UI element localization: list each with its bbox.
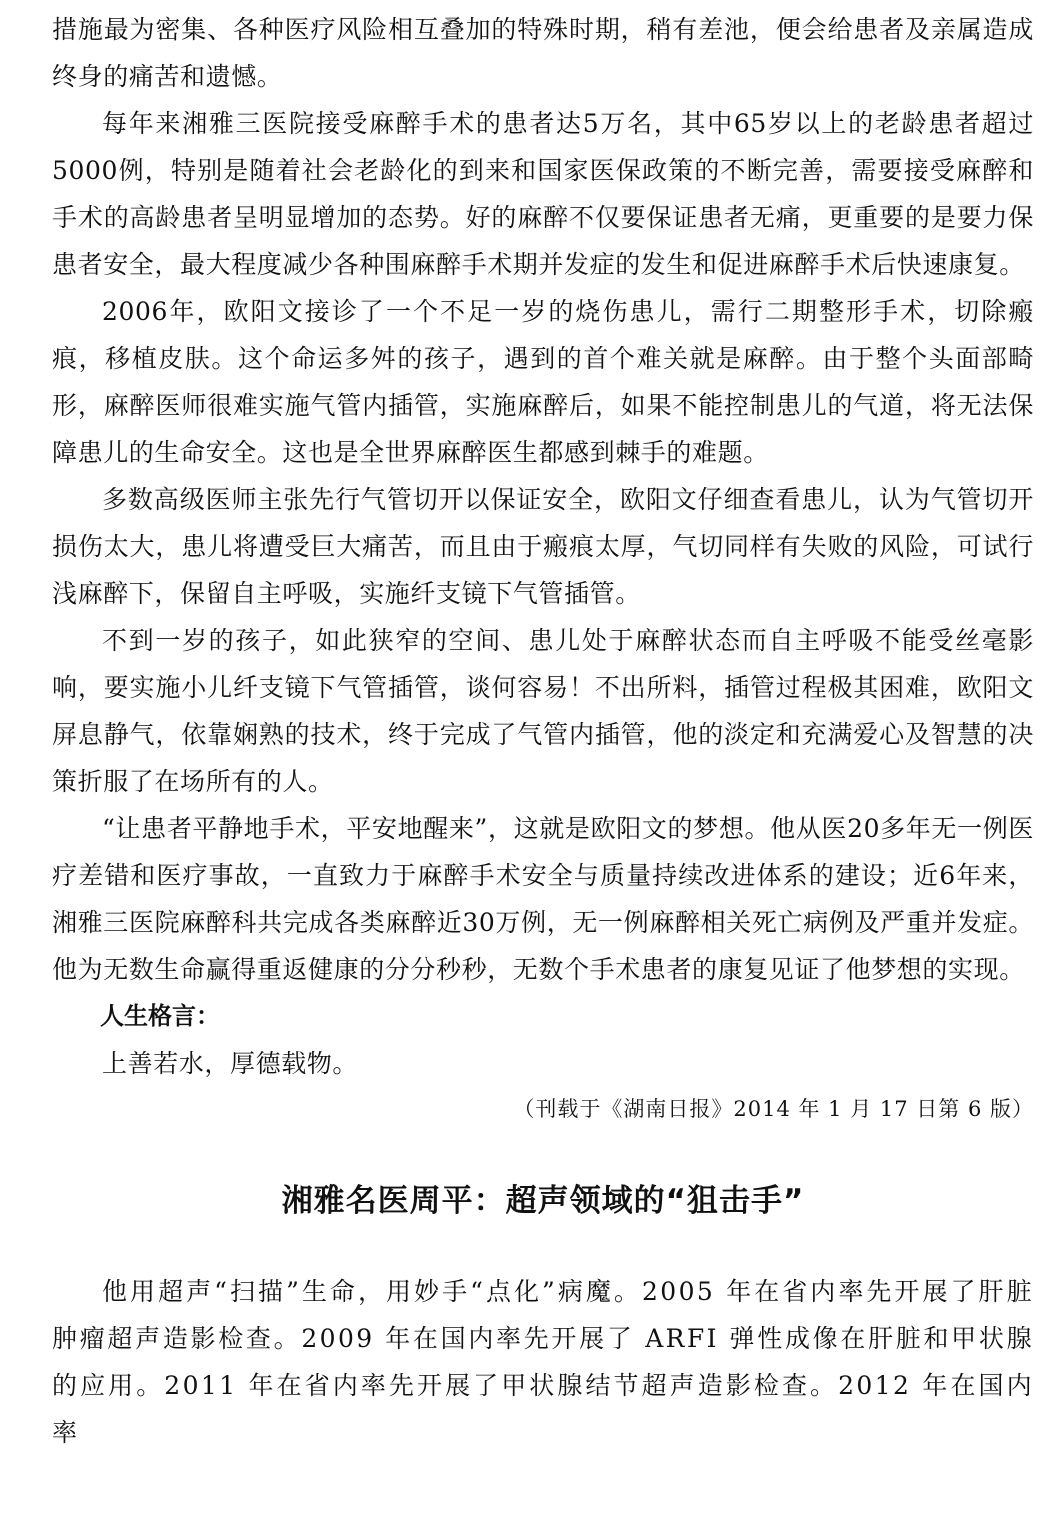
- body-paragraph: 不到一岁的孩子，如此狭窄的空间、患儿处于麻醉状态而自主呼吸不能受丝毫影响，要实施小儿纤支镜下气管插管，谈何容易！不出所料，插管过程极其困难，欧阳文屏息静气，依靠娴熟的技术，终于完成了气管内插管，他的淡定和充满爱心及智慧的决策折服了在场所有的人。: [52, 626, 1034, 796]
- publication-source: （刊载于《湖南日报》2014 年 1 月 17 日第 6 版）: [513, 1097, 1034, 1121]
- body-paragraph: 每年来湘雅三医院接受麻醉手术的患者达5万名，其中65岁以上的老龄患者超过5000例，特别是随着社会老龄化的到来和国家医保政策的不断完善，需要接受麻醉和手术的高龄患者呈明显增加的态势。好的麻醉不仅要保证患者无痛，更重要的是要力保患者安全，最大程度减少各种围麻醉手术期并发症的发生和促进麻醉手术后快速康复。: [52, 109, 1034, 279]
- motto-label: 人生格言：: [100, 1002, 220, 1030]
- article-title: 湘雅名医周平：超声领域的“狙击手”: [281, 1183, 805, 1219]
- document-page: [52, 0, 1034, 1456]
- body-paragraph: 多数高级医师主张先行气管切开以保证安全，欧阳文仔细查看患儿，认为气管切开损伤太大，患儿将遭受巨大痛苦，而且由于瘢痕太厚，气切同样有失败的风险，可试行浅麻醉下，保留自主呼吸，实施纤支镜下气管插管。: [52, 485, 1034, 608]
- body-paragraph: 他用超声“扫描”生命，用妙手“点化”病魔。2005 年在省内率先开展了肝脏肿瘤超声造影检查。2009 年在国内率先开展了 ARFI 弹性成像在肝脏和甲状腺的应用。2011 年在省内率先开展了甲状腺结节超声造影检查。2012 年在国内率: [52, 1277, 1034, 1447]
- body-paragraph: 措施最为密集、各种医疗风险相互叠加的特殊时期，稍有差池，便会给患者及亲属造成终身的痛苦和遗憾。: [52, 15, 1034, 91]
- motto-text: 上善若水，厚德载物。: [102, 1049, 359, 1078]
- body-paragraph: 2006年，欧阳文接诊了一个不足一岁的烧伤患儿，需行二期整形手术，切除瘢痕，移植皮肤。这个命运多舛的孩子，遇到的首个难关就是麻醉。由于整个头面部畸形，麻醉医师很难实施气管内插管，实施麻醉后，如果不能控制患儿的气道，将无法保障患儿的生命安全。这也是全世界麻醉医生都感到棘手的难题。: [52, 297, 1034, 467]
- body-paragraph: “让患者平静地手术，平安地醒来”，这就是欧阳文的梦想。他从医20多年无一例医疗差错和医疗事故，一直致力于麻醉手术安全与质量持续改进体系的建设；近6年来，湘雅三医院麻醉科共完成各类麻醉近30万例，无一例麻醉相关死亡病例及严重并发症。他为无数生命赢得重返健康的分分秒秒，无数个手术患者的康复见证了他梦想的实现。: [52, 814, 1034, 984]
